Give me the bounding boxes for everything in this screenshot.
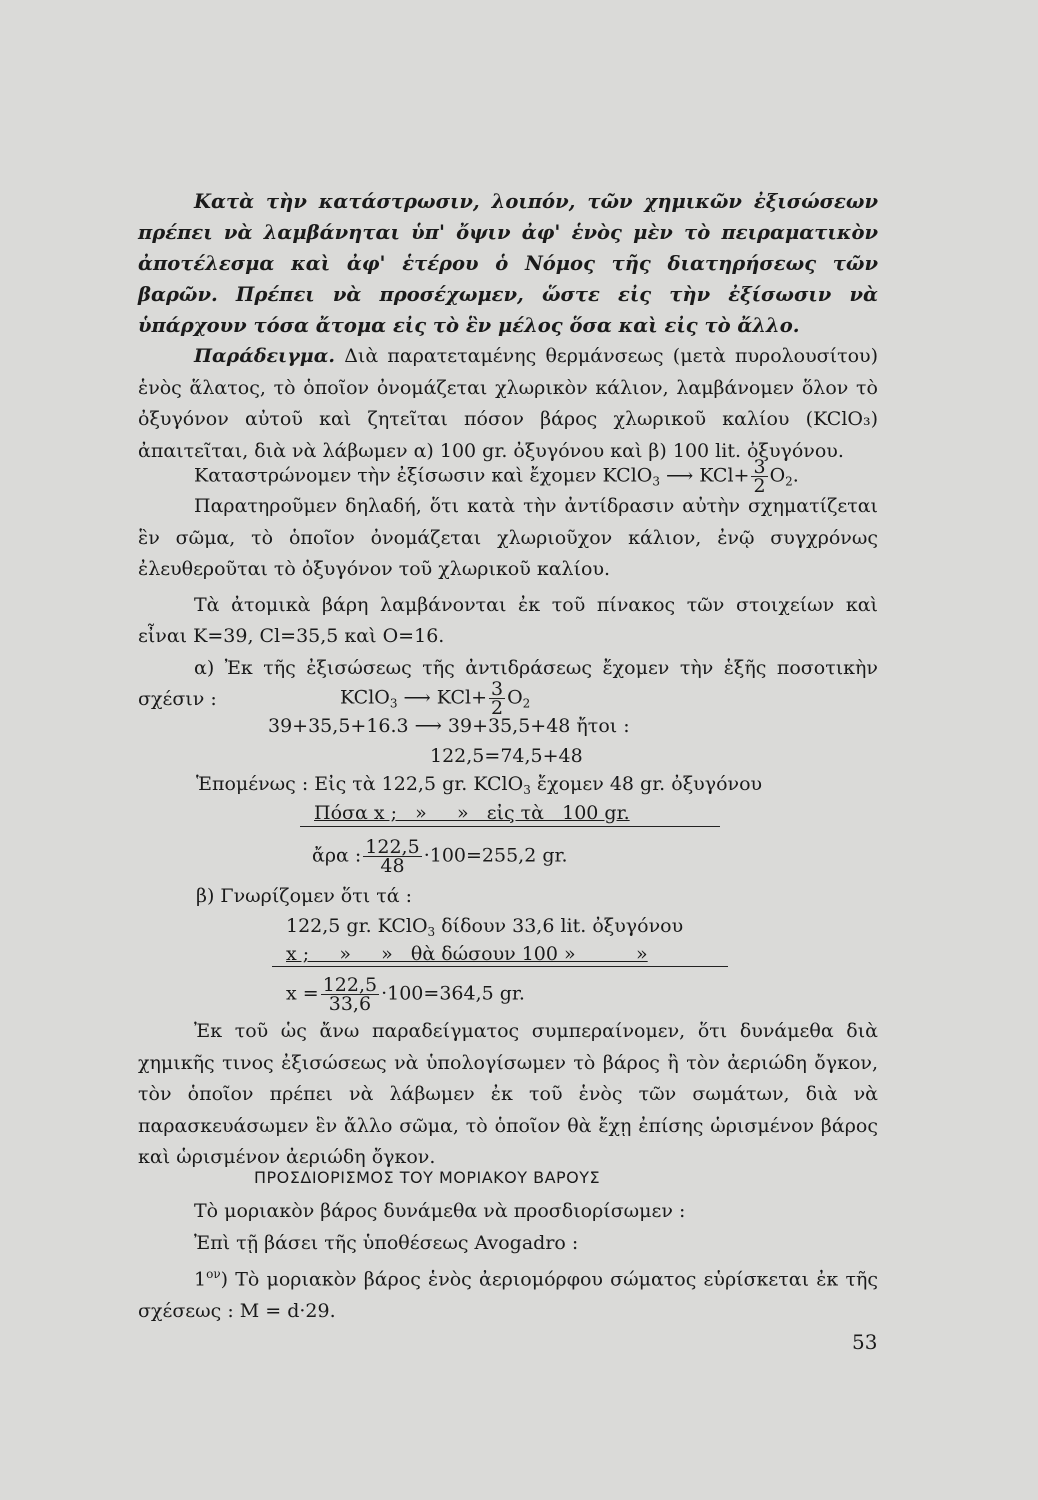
fraction-numerator: 122,5 [322, 974, 378, 996]
reaction-arrow: ⟶ [403, 686, 431, 709]
fraction-numerator: 122,5 [365, 836, 420, 858]
calc-a-line4 [196, 772, 762, 802]
conclusion-paragraph: Ἐκ τοῦ ὡς ἄνω παραδείγματος συμπεραίνομεν, ὅτι δυνάμεθα διὰ χημικῆς τινος ἐξισώσεως νὰ ὑπολογίσωμεν τὸ βάρος ἢ τὸν ἀεριώδη ὄγκον, τὸν ὁποῖον πρέπει νὰ λάβωμεν ἐκ τοῦ ἑνὸς τῶν σωμάτων, διὰ νὰ παρασκευάσωμεν ἓν ἄλλο σῶμα, τὸ ὁποῖον θὰ ἔχῃ ἐπίσης ὡρισμένον βάρος καὶ ὡρισμένον ἀεριώδη ὄγκον. [138, 1020, 878, 1168]
fraction-denominator: 33,6 [328, 993, 372, 1015]
molar-paragraph-1: Τὸ μοριακὸν βάρος δυνάμεθα νὰ προσδιορίσωμεν : [194, 1200, 686, 1222]
subscript: 3 [389, 696, 398, 711]
therefore-label: ἄρα : [312, 844, 362, 867]
subscript: 2 [785, 474, 793, 489]
period: . [792, 464, 799, 487]
molar-formula-text: ) Τὸ μοριακὸν βάρος ἑνὸς ἀεριομόρφου σώματος εὑρίσκεται ἐκ τῆς σχέσεως : M = d·29. [138, 1268, 878, 1322]
fraction [489, 680, 505, 717]
fraction-numerator: 3 [490, 678, 504, 700]
item-number: 1 [194, 1268, 207, 1291]
consequently-text: Ἑπομένως : Εἰς τὰ 122,5 gr. KClO [196, 773, 524, 795]
oxygen-volume: δίδουν 33,6 lit. ὀξυγόνου [435, 915, 684, 937]
fraction-denominator: 2 [753, 475, 766, 497]
conclusion-block [138, 1016, 878, 1174]
calc-b-line1 [286, 914, 683, 944]
calc-a-line3: 122,5=74,5+48 [430, 745, 583, 767]
fraction [321, 976, 379, 1013]
kcl-term: KCl+ [699, 464, 750, 487]
molar-paragraph-3 [138, 1259, 878, 1327]
subscript: 3 [652, 474, 660, 489]
mass-sum-left: 39+35,5+16.3 [268, 715, 409, 737]
ordinal-suffix: ον [206, 1267, 221, 1281]
example-text: Διὰ παρατεταμένης θερμάνσεως (μετὰ πυρολουσίτου) ἑνὸς ἅλατος, τὸ ὁποῖον ὀνομάζεται χλωρικὸν κάλιον, λαμβάνομεν ὅλον τὸ ὀξυγόνον αὐτοῦ καὶ ζητεῖται πόσον βάρος χλωρικοῦ καλίου (KClO₃) ἀπαιτεῖται, διὰ νὰ λάβωμεν α) 100 gr. ὀξυγόνου καὶ β) 100 lit. ὀξυγόνου. [138, 345, 878, 462]
reaction-arrow: ⟶ [666, 464, 694, 487]
calc-a-line5: Πόσα x ; » » εἰς τὰ 100 gr. [314, 802, 630, 824]
intro-paragraph: Κατὰ τὴν κατάστρωσιν, λοιπόν, τῶν χημικῶν ἐξισώσεων πρέπει νὰ λαμβάνηται ὑπ' ὄψιν ἀφ' ἑνὸς μὲν τὸ πειραματικὸν ἀποτέλεσμα καὶ ἀφ' ἑτέρου ὁ Νόμος τῆς διατηρήσεως τῶν βαρῶν. Πρέπει νὰ προσέχωμεν, ὥστε εἰς τὴν ἐξίσωσιν νὰ ὑπάρχουν τόσα ἄτομα εἰς τὸ ἓν μέλος ὅσα καὶ εἰς τὸ ἄλλο. [138, 190, 878, 337]
atomic-weights-paragraph: Τὰ ἀτομικὰ βάρη λαμβάνονται ἐκ τοῦ πίνακος τῶν στοιχείων καὶ εἶναι K=39, Cl=35,5 καὶ O=16. [138, 593, 878, 647]
x-equals: x = [286, 982, 319, 1005]
oxygen-term: O [507, 686, 523, 709]
calc-b-line2: x ; » » θὰ δώσουν 100 » » [286, 943, 648, 965]
fraction-denominator: 2 [490, 697, 504, 719]
equation-one-prefix: Καταστρώνομεν τὴν ἐξίσωσιν καὶ ἔχομεν KClO [194, 464, 653, 487]
result-a: ·100=255,2 gr. [423, 844, 568, 867]
reaction-arrow: ⟶ [414, 715, 442, 737]
fraction-numerator: 3 [753, 456, 766, 478]
calc-b-line3 [286, 976, 525, 1013]
example-paragraph [138, 341, 878, 467]
fraction [363, 838, 421, 875]
oxygen-amount: ἔχομεν 48 gr. ὀξυγόνου [530, 773, 763, 795]
section-heading: ΠΡΟΣΔΙΟΡΙΣΜΟΣ ΤΟΥ ΜΟΡΙΑΚΟΥ ΒΑΡΟΥΣ [254, 1168, 601, 1187]
subscript: 3 [523, 783, 531, 797]
molar-block [138, 1196, 878, 1327]
divider-line [300, 826, 720, 827]
oxygen-term: O [769, 464, 786, 487]
mass-sum-right: 39+35,5+48 ἤτοι : [447, 715, 630, 737]
kclo-term: KClO [340, 686, 390, 709]
equation-one [194, 458, 799, 495]
example-label: Παράδειγμα. [194, 345, 335, 367]
fraction [751, 458, 767, 495]
calc-a-line2 [268, 714, 630, 738]
kcl-term: KCl+ [436, 686, 487, 709]
intro-block [138, 186, 878, 467]
subscript: 2 [522, 696, 531, 711]
result-b: ·100=364,5 gr. [381, 982, 525, 1005]
part-a-intro: α) Ἐκ τῆς ἐξισώσεως τῆς ἀντιδράσεως ἔχομεν τὴν ἑξῆς ποσοτικὴν σχέσιν : [138, 656, 878, 710]
calc-a-line1 [340, 680, 530, 717]
page-number: 53 [852, 1330, 878, 1354]
fraction-denominator: 48 [380, 855, 405, 877]
calc-a-line6 [312, 838, 568, 875]
kclo-amount: 122,5 gr. KClO [286, 915, 428, 937]
molar-paragraph-2: Ἐπὶ τῇ βάσει τῆς ὑποθέσεως Avogadro : [194, 1231, 579, 1254]
subscript: 3 [427, 925, 436, 939]
divider-line [272, 966, 728, 967]
calc-b-intro: β) Γνωρίζομεν ὅτι τά : [196, 885, 413, 907]
observe-paragraph: Παρατηροῦμεν δηλαδή, ὅτι κατὰ τὴν ἀντίδρασιν αὐτὴν σχηματίζεται ἓν σῶμα, τὸ ὁποῖον ὀνομάζεται χλωριοῦχον κάλιον, ἐνῷ συγχρόνως ἐλευθεροῦται τὸ ὀξυγόνον τοῦ χλωρικοῦ καλίου. [138, 495, 878, 580]
